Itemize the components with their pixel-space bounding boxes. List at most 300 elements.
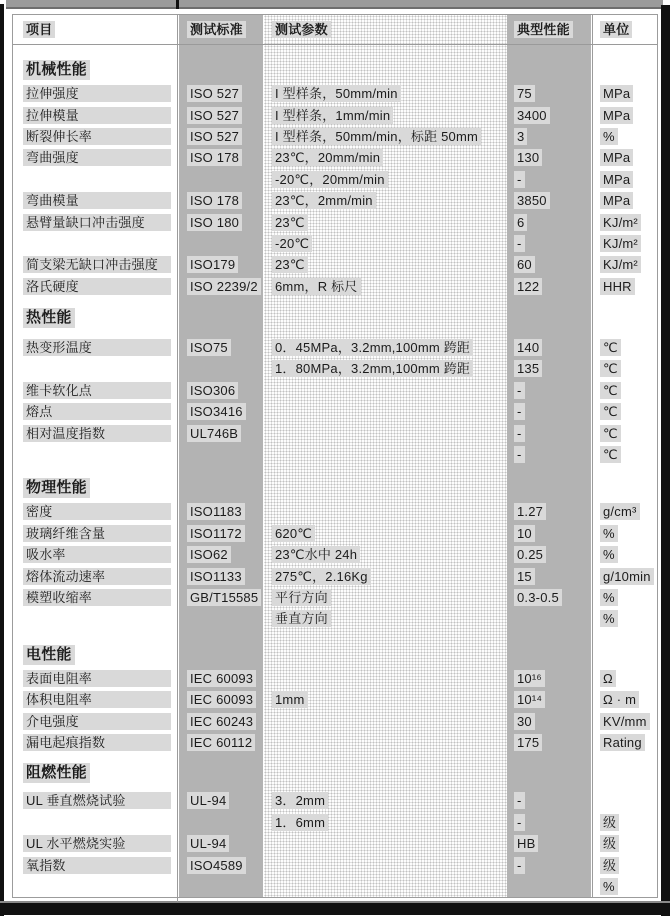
cell-text: 氧指数 (23, 857, 171, 874)
cell-text: 10 (514, 525, 535, 542)
cell-item (13, 104, 179, 125)
cell-text: - (514, 235, 525, 252)
table-row (13, 126, 657, 147)
cell-item (13, 565, 179, 586)
cell-unit (592, 833, 656, 854)
cell-text: g/10min (600, 568, 654, 585)
cell-standard (179, 211, 264, 232)
cell-text: 6mm，R 标尺 (272, 278, 361, 295)
cell-text: MPa (600, 149, 633, 166)
frame-border-bottom (0, 901, 670, 915)
cell-parameter (264, 587, 507, 608)
top-border-strip (6, 0, 663, 9)
column-divider-tick (176, 0, 179, 9)
section-rows (13, 501, 657, 629)
cell-standard (179, 169, 264, 190)
cell-text: ISO3416 (187, 403, 246, 420)
cell-unit (592, 83, 656, 104)
cell-unit (592, 147, 656, 168)
cell-text: 断裂伸长率 (23, 128, 171, 145)
cell-text: 0．45MPa，3.2mm,100mm 跨距 (272, 339, 473, 356)
cell-parameter (264, 83, 507, 104)
section-title (13, 305, 657, 331)
cell-text: % (600, 610, 618, 627)
section-rows (13, 337, 657, 465)
cell-unit (592, 854, 656, 875)
cell-unit (592, 337, 656, 358)
cell-text: I 型样条，1mm/min (272, 107, 393, 124)
table-row (13, 587, 657, 608)
cell-value (507, 380, 592, 401)
cell-text: - (514, 446, 525, 463)
cell-text: ISO1183 (187, 503, 245, 520)
cell-text: 130 (514, 149, 542, 166)
cell-text: 热变形温度 (23, 339, 171, 356)
cell-text: 弯曲模量 (23, 192, 171, 209)
cell-text: IEC 60093 (187, 691, 256, 708)
cell-standard (179, 876, 264, 897)
cell-text: 275℃，2.16Kg (272, 568, 371, 585)
section-title (13, 760, 657, 786)
table-row (13, 337, 657, 358)
cell-text: % (600, 525, 618, 542)
cell-text: 175 (514, 734, 542, 751)
cell-item (13, 523, 179, 544)
cell-value (507, 668, 592, 689)
cell-text: 平行方向 (272, 589, 331, 606)
cell-unit (592, 126, 656, 147)
cell-unit (592, 732, 656, 753)
cell-parameter (264, 523, 507, 544)
cell-item (13, 169, 179, 190)
cell-standard (179, 689, 264, 710)
cell-text: 1.27 (514, 503, 546, 520)
table-row (13, 104, 657, 125)
cell-unit (592, 587, 656, 608)
section-title-label: 机械性能 (23, 60, 90, 80)
cell-value (507, 276, 592, 297)
cell-standard (179, 147, 264, 168)
cell-parameter (264, 126, 507, 147)
properties-table (12, 14, 658, 898)
cell-text: UL-94 (187, 835, 229, 852)
cell-value (507, 608, 592, 629)
cell-unit (592, 254, 656, 275)
cell-text: 级 (600, 857, 619, 874)
cell-item (13, 732, 179, 753)
section-rows (13, 83, 657, 297)
cell-text: 洛氏硬度 (23, 278, 171, 295)
cell-parameter (264, 710, 507, 731)
cell-text: ISO 2239/2 (187, 278, 261, 295)
cell-text: % (600, 878, 618, 895)
cell-value (507, 169, 592, 190)
cell-text: 漏电起痕指数 (23, 734, 171, 751)
cell-parameter (264, 190, 507, 211)
cell-value (507, 444, 592, 465)
cell-text: 1．80MPa，3.2mm,100mm 跨距 (272, 360, 473, 377)
cell-item (13, 812, 179, 833)
cell-value (507, 233, 592, 254)
cell-text: ℃ (600, 339, 621, 356)
cell-unit (592, 104, 656, 125)
cell-standard (179, 126, 264, 147)
cell-text: g/cm³ (600, 503, 640, 520)
cell-value (507, 254, 592, 275)
cell-standard (179, 608, 264, 629)
cell-text: ISO1133 (187, 568, 245, 585)
table-row (13, 565, 657, 586)
section-title-label: 物理性能 (23, 478, 90, 498)
cell-item (13, 876, 179, 897)
cell-parameter (264, 358, 507, 379)
cell-text: 垂直方向 (272, 610, 331, 627)
table-row (13, 233, 657, 254)
cell-text: MPa (600, 85, 633, 102)
frame-border-left (0, 4, 4, 916)
cell-text: - (514, 857, 525, 874)
cell-value (507, 523, 592, 544)
cell-text: ISO1172 (187, 525, 245, 542)
cell-parameter (264, 833, 507, 854)
cell-parameter (264, 422, 507, 443)
cell-item (13, 544, 179, 565)
cell-value (507, 147, 592, 168)
cell-standard (179, 358, 264, 379)
cell-text: 23℃ (272, 256, 308, 273)
cell-value (507, 190, 592, 211)
cell-value (507, 565, 592, 586)
cell-text: UL-94 (187, 792, 229, 809)
cell-parameter (264, 854, 507, 875)
cell-standard (179, 790, 264, 811)
table-row (13, 876, 657, 897)
table-row (13, 401, 657, 422)
cell-unit (592, 276, 656, 297)
cell-value (507, 211, 592, 232)
cell-text: - (514, 382, 525, 399)
cell-standard (179, 587, 264, 608)
cell-text: 6 (514, 214, 527, 231)
cell-value (507, 876, 592, 897)
cell-text: IEC 60112 (187, 734, 255, 751)
cell-standard (179, 190, 264, 211)
table-row (13, 710, 657, 731)
table-row (13, 190, 657, 211)
cell-text: 23℃，2mm/min (272, 192, 376, 209)
cell-item (13, 83, 179, 104)
cell-standard (179, 233, 264, 254)
section-title-label: 热性能 (23, 308, 75, 328)
cell-value (507, 790, 592, 811)
cell-standard (179, 854, 264, 875)
cell-text: 620℃ (272, 525, 315, 542)
cell-text: 3400 (514, 107, 550, 124)
frame-border-right (661, 5, 670, 916)
cell-text: 吸水率 (23, 546, 171, 563)
cell-standard (179, 710, 264, 731)
cell-text: 玻璃纤维含量 (23, 525, 171, 542)
cell-text: ISO75 (187, 339, 231, 356)
section-title-label: 电性能 (23, 645, 75, 665)
cell-text: - (514, 171, 525, 188)
table-row (13, 732, 657, 753)
cell-standard (179, 732, 264, 753)
cell-text: ℃ (600, 403, 621, 420)
cell-text: 级 (600, 835, 619, 852)
cell-text: 3 (514, 128, 527, 145)
cell-unit (592, 233, 656, 254)
cell-value (507, 337, 592, 358)
cell-item (13, 254, 179, 275)
cell-standard (179, 523, 264, 544)
cell-parameter (264, 401, 507, 422)
cell-text: 1mm (272, 691, 308, 708)
cell-text: 级 (600, 814, 619, 831)
cell-value (507, 126, 592, 147)
cell-item (13, 608, 179, 629)
cell-parameter (264, 812, 507, 833)
cell-text: 60 (514, 256, 535, 273)
cell-text: 简支梁无缺口冲击强度 (23, 256, 171, 273)
cell-text: ISO 527 (187, 85, 242, 102)
cell-value (507, 833, 592, 854)
cell-text: 75 (514, 85, 535, 102)
cell-text: 10¹⁶ (514, 670, 545, 687)
column-header-item: 项目 (13, 15, 179, 44)
section-title-label: 阻燃性能 (23, 763, 90, 783)
cell-unit (592, 812, 656, 833)
cell-text: UL 水平燃烧实验 (23, 835, 171, 852)
cell-text: ISO306 (187, 382, 238, 399)
cell-parameter (264, 104, 507, 125)
cell-item (13, 337, 179, 358)
cell-unit (592, 710, 656, 731)
cell-parameter (264, 501, 507, 522)
cell-text: ISO 178 (187, 192, 242, 209)
table-header-row (13, 15, 657, 45)
cell-text: 140 (514, 339, 542, 356)
cell-text: MPa (600, 107, 633, 124)
cell-parameter (264, 147, 507, 168)
cell-unit (592, 422, 656, 443)
cell-standard (179, 501, 264, 522)
table-row (13, 812, 657, 833)
cell-parameter (264, 337, 507, 358)
cell-text: - (514, 792, 525, 809)
cell-value (507, 104, 592, 125)
cell-text: 介电强度 (23, 713, 171, 730)
cell-item (13, 689, 179, 710)
cell-item (13, 380, 179, 401)
cell-text: 135 (514, 360, 542, 377)
cell-unit (592, 544, 656, 565)
cell-text: % (600, 546, 618, 563)
cell-text: 熔点 (23, 403, 171, 420)
section-rows (13, 668, 657, 754)
cell-text: I 型样条，50mm/min (272, 85, 401, 102)
cell-standard (179, 104, 264, 125)
cell-unit (592, 444, 656, 465)
cell-text: Ω · m (600, 691, 639, 708)
table-row (13, 668, 657, 689)
cell-standard (179, 83, 264, 104)
cell-parameter (264, 211, 507, 232)
table-row (13, 608, 657, 629)
cell-item (13, 126, 179, 147)
cell-parameter (264, 276, 507, 297)
cell-text: 1．6mm (272, 814, 328, 831)
cell-text: - (514, 814, 525, 831)
cell-value (507, 854, 592, 875)
cell-parameter (264, 689, 507, 710)
cell-standard (179, 422, 264, 443)
cell-standard (179, 276, 264, 297)
cell-text: I 型样条，50mm/min，标距 50mm (272, 128, 481, 145)
cell-unit (592, 211, 656, 232)
cell-standard (179, 337, 264, 358)
cell-standard (179, 401, 264, 422)
cell-standard (179, 444, 264, 465)
cell-unit (592, 876, 656, 897)
cell-parameter (264, 732, 507, 753)
cell-unit (592, 790, 656, 811)
cell-item (13, 211, 179, 232)
cell-text: KV/mm (600, 713, 650, 730)
cell-unit (592, 358, 656, 379)
cell-standard (179, 833, 264, 854)
table-row (13, 501, 657, 522)
cell-text: ISO 527 (187, 128, 242, 145)
cell-text: ISO179 (187, 256, 238, 273)
cell-text: 拉伸模量 (23, 107, 171, 124)
cell-text: IEC 60093 (187, 670, 256, 687)
table-row (13, 276, 657, 297)
cell-parameter (264, 544, 507, 565)
cell-text: -20℃ (272, 235, 312, 252)
table-row (13, 523, 657, 544)
cell-text: 3850 (514, 192, 550, 209)
cell-standard (179, 812, 264, 833)
cell-parameter (264, 565, 507, 586)
cell-text: KJ/m² (600, 256, 641, 273)
cell-item (13, 854, 179, 875)
cell-item (13, 276, 179, 297)
table-row (13, 254, 657, 275)
cell-value (507, 689, 592, 710)
cell-value (507, 710, 592, 731)
table-body (13, 57, 657, 897)
cell-value (507, 501, 592, 522)
cell-text: IEC 60243 (187, 713, 256, 730)
cell-unit (592, 401, 656, 422)
cell-text: UL746B (187, 425, 241, 442)
section-title (13, 475, 657, 501)
cell-item (13, 501, 179, 522)
column-header-standard: 测试标准 (179, 15, 264, 44)
cell-unit (592, 668, 656, 689)
cell-text: -20℃，20mm/min (272, 171, 388, 188)
table-row (13, 854, 657, 875)
column-header-value: 典型性能 (507, 15, 592, 44)
table-row (13, 790, 657, 811)
section-title (13, 642, 657, 668)
cell-text: HB (514, 835, 538, 852)
cell-value (507, 422, 592, 443)
cell-text: 15 (514, 568, 535, 585)
cell-unit (592, 523, 656, 544)
cell-standard (179, 668, 264, 689)
cell-text: 23℃水中 24h (272, 546, 360, 563)
table-row (13, 83, 657, 104)
cell-text: Ω (600, 670, 616, 687)
cell-parameter (264, 169, 507, 190)
cell-text: ISO 178 (187, 149, 242, 166)
cell-value (507, 732, 592, 753)
cell-text: 3．2mm (272, 792, 328, 809)
cell-standard (179, 544, 264, 565)
cell-value (507, 587, 592, 608)
cell-item (13, 444, 179, 465)
cell-item (13, 358, 179, 379)
table-row (13, 169, 657, 190)
cell-parameter (264, 608, 507, 629)
cell-text: 模塑收缩率 (23, 589, 171, 606)
cell-item (13, 401, 179, 422)
cell-item (13, 147, 179, 168)
cell-item (13, 422, 179, 443)
cell-unit (592, 501, 656, 522)
cell-text: 悬臂量缺口冲击强度 (23, 214, 171, 231)
cell-parameter (264, 380, 507, 401)
cell-item (13, 668, 179, 689)
cell-text: ISO 180 (187, 214, 242, 231)
cell-parameter (264, 254, 507, 275)
cell-text: 维卡软化点 (23, 382, 171, 399)
cell-value (507, 812, 592, 833)
cell-text: Rating (600, 734, 645, 751)
cell-text: ISO4589 (187, 857, 246, 874)
cell-value (507, 401, 592, 422)
cell-text: ℃ (600, 425, 621, 442)
table-row (13, 444, 657, 465)
cell-text: 0.3-0.5 (514, 589, 562, 606)
cell-standard (179, 254, 264, 275)
cell-text: ℃ (600, 360, 621, 377)
cell-unit (592, 169, 656, 190)
table-row (13, 211, 657, 232)
cell-text: GB/T15585 (187, 589, 261, 606)
cell-parameter (264, 444, 507, 465)
table-row (13, 422, 657, 443)
cell-parameter (264, 668, 507, 689)
cell-text: 相对温度指数 (23, 425, 171, 442)
cell-standard (179, 565, 264, 586)
cell-text: 拉伸强度 (23, 85, 171, 102)
cell-text: 体积电阻率 (23, 691, 171, 708)
cell-text: ℃ (600, 446, 621, 463)
cell-unit (592, 380, 656, 401)
cell-item (13, 233, 179, 254)
cell-text: - (514, 425, 525, 442)
cell-item (13, 833, 179, 854)
cell-text: 熔体流动速率 (23, 568, 171, 585)
cell-text: 30 (514, 713, 535, 730)
cell-text: 10¹⁴ (514, 691, 545, 708)
cell-value (507, 358, 592, 379)
cell-text: 23℃ (272, 214, 308, 231)
table-row (13, 689, 657, 710)
